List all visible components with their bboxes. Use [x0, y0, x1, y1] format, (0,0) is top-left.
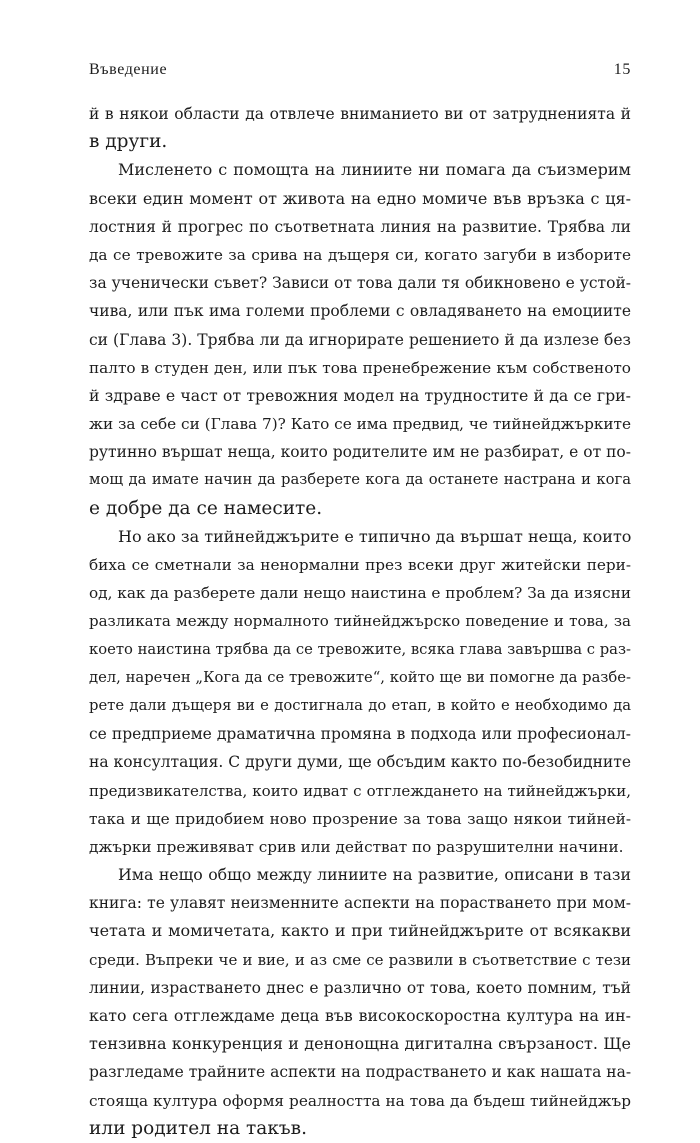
text-line: биха се сметнали за ненормални през всеки друг житейски пери-: [89, 556, 631, 574]
section-title: Въведение: [89, 61, 168, 78]
text-line: предизвикателства, които идват с отглеждането на тийнейджърки,: [89, 781, 631, 800]
text-line: жи за себе си (Глава 7)? Като се има предвид, че тийнейджърките: [89, 415, 631, 434]
text-line: й в някои области да отвлече вниманието ви от затрудненията й: [89, 105, 631, 123]
text-line: е добре да се намесите.: [89, 497, 323, 519]
text-line: чива, или пък има големи проблеми с овладяването на емоциите: [89, 302, 631, 321]
paragraph: [89, 861, 631, 1143]
text-line: среди. Въпреки че и вие, и аз сме се развили в съответствие с тези: [89, 950, 631, 969]
text-line: од, как да разберете дали нещо наистина е проблем? За да изясни: [89, 584, 631, 603]
text-line: се предприеме драматична промяна в подхода или професионал-: [89, 725, 631, 744]
text-line: палто в студен ден, или пък това пренебрежение към собственото: [89, 358, 631, 377]
text-line: тензивна конкуренция и денонощна дигитална свързаност. Ще: [89, 1034, 631, 1054]
text-line: стояща култура оформя реалността на това да бъдеш тийнейджър: [89, 1091, 631, 1110]
text-line: лостния й прогрес по съответната линия на развитие. Трябва ли: [89, 217, 631, 236]
text-line: четата и момичетата, както и при тийнейджърите от всякакви: [89, 921, 631, 941]
running-head: [89, 61, 631, 85]
text-line: в други.: [89, 131, 168, 153]
paragraph: [89, 523, 631, 861]
paragraph: [89, 100, 631, 156]
text-line: мощ да имате начин да разберете кога да останете настрана и кога: [89, 471, 631, 489]
text-line: всеки един момент от живота на едно момиче във връзка с ця-: [89, 188, 631, 208]
text-line: за ученически съвет? Зависи от това дали тя обикновено е устой-: [89, 274, 631, 293]
page-number: 15: [613, 61, 631, 78]
text-line: разликата между нормалното тийнейджърско поведение и това, за: [89, 612, 631, 631]
text-line: разгледаме трайните аспекти на подрастването и как нашата на-: [89, 1063, 631, 1082]
body-text: [89, 100, 631, 1143]
text-line: така и ще придобием ново прозрение за това защо някои тийней-: [89, 809, 631, 828]
text-line: да се тревожите за срива на дъщеря си, когато загуби в изборите: [89, 245, 631, 264]
text-line: си (Глава 3). Трябва ли да игнорирате решението й да излезе без: [89, 330, 631, 349]
paragraph: [89, 156, 631, 522]
text-line: рутинно вършат неща, които родителите им не разбират, е от по-: [89, 443, 631, 462]
text-line: й здраве е част от тревожния модел на трудностите й да се гри-: [89, 385, 631, 405]
text-line: което наистина трябва да се тревожите, всяка глава завършва с раз-: [89, 640, 631, 658]
text-line: джърки преживяват срив или действат по разрушителни начини.: [89, 837, 624, 856]
text-line: дел, наречен „Кога да се тревожите“, който ще ви помогне да разбе-: [89, 668, 631, 686]
text-line: рете дали дъщеря ви е достигнала до етап, в който е необходимо да: [89, 696, 631, 714]
text-line: линии, израстването днес е различно от това, което помним, тъй: [89, 978, 631, 997]
text-line: или родител на такъв.: [89, 1117, 307, 1139]
text-line: Мисленето с помощта на линиите ни помага да съизмерим: [118, 160, 631, 180]
text-line: като сега отглеждаме деца във високоскоростна култура на ин-: [89, 1006, 631, 1025]
text-line: Има нещо общо между линиите на развитие, описани в тази: [118, 865, 631, 885]
text-line: книга: те улавят неизменните аспекти на порастването при мом-: [89, 894, 631, 913]
text-line: на консултация. С други думи, ще обсъдим както по-безобидните: [89, 753, 631, 772]
text-line: Но ако за тийнейджърите е типично да вършат неща, които: [118, 526, 631, 546]
